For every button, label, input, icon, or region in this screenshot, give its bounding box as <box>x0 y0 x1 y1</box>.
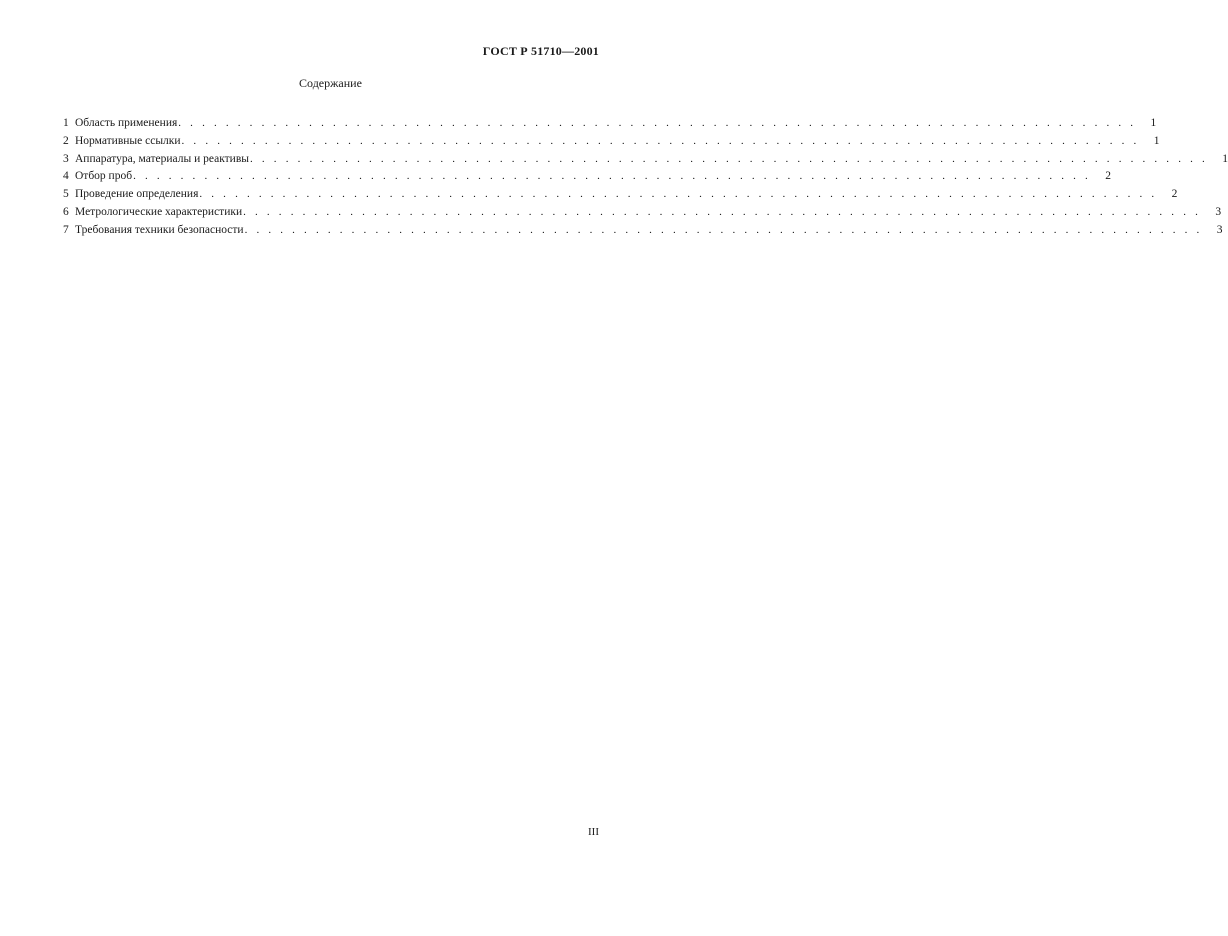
toc-leader-dots: . . . . . . . . . . . . . . . . . . . . . . . . . . . . . . . . . . . . . . . . . . . . . . . . . . . . . . . . . . . . . . . . . . . . . . . . . . . . . . . . . <box>199 188 1158 201</box>
toc-entry-4 <box>63 168 1112 186</box>
toc-entry-number: 2 <box>63 134 69 147</box>
toc-leader-dots: . . . . . . . . . . . . . . . . . . . . . . . . . . . . . . . . . . . . . . . . . . . . . . . . . . . . . . . . . . . . . . . . . . . . . . . . . . . . . . . . . <box>243 205 1202 218</box>
toc-entry-title: Область применения <box>75 117 178 129</box>
toc-entry-7 <box>63 222 1223 240</box>
toc-leader-dots: . . . . . . . . . . . . . . . . . . . . . . . . . . . . . . . . . . . . . . . . . . . . . . . . . . . . . . . . . . . . . . . . . . . . . . . . . . . . . . . . . <box>244 223 1203 236</box>
toc-entry-page: 1 <box>1222 152 1228 165</box>
toc-entry-1 <box>63 115 1157 133</box>
toc-entry-page: 3 <box>1215 205 1222 218</box>
toc-leader-dots: . . . . . . . . . . . . . . . . . . . . . . . . . . . . . . . . . . . . . . . . . . . . . . . . . . . . . . . . . . . . . . . . . . . . . . . . . . . . . . . . . <box>133 170 1092 183</box>
page-number: III <box>588 826 599 838</box>
toc-entry-2 <box>63 133 1160 151</box>
toc-entry-page: 2 <box>1105 170 1112 183</box>
toc-entry-title: Требования техники безопасности <box>75 223 244 236</box>
toc-entry-number: 3 <box>63 152 69 165</box>
toc-entry-page: 2 <box>1171 188 1178 201</box>
toc-entry-page: 1 <box>1153 134 1160 147</box>
toc-leader-dots: . . . . . . . . . . . . . . . . . . . . . . . . . . . . . . . . . . . . . . . . . . . . . . . . . . . . . . . . . . . . . . . . . . . . . . . . . . . . . . . . . <box>178 117 1137 129</box>
toc-entry-number: 5 <box>63 188 69 201</box>
toc-entry-title: Отбор проб <box>75 170 133 183</box>
toc-entry-page: 3 <box>1216 223 1223 236</box>
toc-entry-title: Метрологические характеристики <box>75 205 243 218</box>
toc-entry-title: Проведение определения <box>75 188 199 201</box>
toc-entry-title: Аппаратура, материалы и реактивы <box>75 152 249 165</box>
toc-entry-number: 7 <box>63 223 69 236</box>
document-code: ГОСТ Р 51710—2001 <box>482 44 599 58</box>
toc-entry-number: 1 <box>63 117 69 129</box>
toc-entry-6 <box>63 204 1222 222</box>
toc-entry-title: Нормативные ссылки <box>75 134 181 147</box>
toc-entry-number: 4 <box>63 170 69 183</box>
toc-entry-5 <box>63 186 1178 204</box>
toc-leader-dots: . . . . . . . . . . . . . . . . . . . . . . . . . . . . . . . . . . . . . . . . . . . . . . . . . . . . . . . . . . . . . . . . . . . . . . . . . . . . . . . . . <box>181 134 1140 147</box>
table-of-contents <box>63 115 1228 240</box>
toc-entry-3 <box>63 151 1228 169</box>
toc-entry-page: 1 <box>1150 117 1157 129</box>
toc-title: Содержание <box>299 76 362 90</box>
toc-leader-dots: . . . . . . . . . . . . . . . . . . . . . . . . . . . . . . . . . . . . . . . . . . . . . . . . . . . . . . . . . . . . . . . . . . . . . . . . . . . . . . . . . <box>250 152 1208 165</box>
toc-entry-number: 6 <box>63 205 69 218</box>
